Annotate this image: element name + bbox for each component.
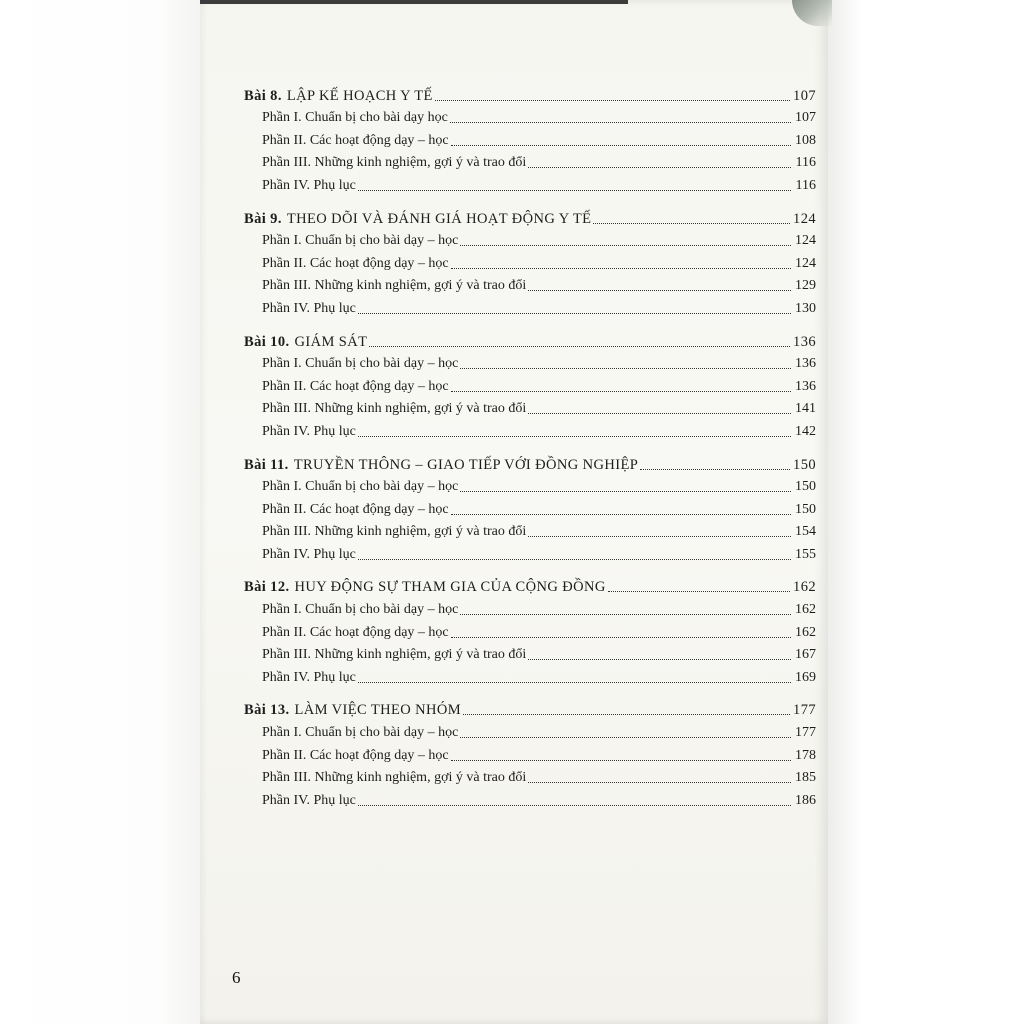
toc-part-row [244,396,816,419]
part-label: Phần IV. Phụ lục [262,423,356,439]
part-label: Phần III. Những kinh nghiệm, gợi ý và trao đổi [262,647,527,663]
dot-leader [358,436,791,437]
part-page: 186 [795,792,816,808]
toc-entry [244,574,816,687]
part-page: 141 [795,401,816,417]
part-label: Phần I. Chuẩn bị cho bài dạy học [262,110,448,126]
part-page: 154 [795,524,816,540]
toc-part-row [244,105,816,128]
dot-leader [358,313,791,314]
toc-lesson-row [244,574,816,597]
dot-leader [451,514,791,515]
dot-leader [460,614,791,615]
lesson-number: Bài 10. [244,333,290,350]
part-page: 162 [795,602,816,618]
toc-part-row [244,228,816,251]
dot-leader [451,391,791,392]
part-label: Phần II. Các hoạt động dạy – học [262,255,449,271]
toc-part-row [244,150,816,173]
toc-part-row [244,250,816,273]
lesson-page: 136 [793,333,816,350]
lesson-number: Bài 9. [244,210,282,227]
toc-entry [244,451,816,564]
lesson-number: Bài 12. [244,579,290,596]
toc-part-row [244,295,816,318]
toc-part-row [244,742,816,765]
dot-leader [435,100,790,101]
part-label: Phần III. Những kinh nghiệm, gợi ý và trao đổi [262,524,527,540]
toc-lesson-row [244,82,816,105]
part-label: Phần III. Những kinh nghiệm, gợi ý và trao đổi [262,278,527,294]
toc-part-row [244,642,816,665]
part-page: 155 [795,546,816,562]
part-label: Phần II. Các hoạt động dạy – học [262,624,449,640]
part-label: Phần II. Các hoạt động dạy – học [262,132,449,148]
part-page: 129 [795,278,816,294]
toc-lesson-row [244,328,816,351]
part-label: Phần I. Chuẩn bị cho bài dạy – học [262,479,459,495]
dot-leader [451,145,791,146]
toc-part-row [244,273,816,296]
part-label: Phần II. Các hoạt động dạy – học [262,747,449,763]
dot-leader [369,346,790,347]
toc-part-row [244,765,816,788]
part-page: 136 [795,356,816,372]
dot-leader [450,122,791,123]
table-of-contents [244,82,816,820]
part-page: 167 [795,647,816,663]
part-label: Phần IV. Phụ lục [262,177,356,193]
lesson-title: THEO DÕI VÀ ĐÁNH GIÁ HOẠT ĐỘNG Y TẾ [286,210,592,227]
toc-part-row [244,418,816,441]
lesson-title: LÀM VIỆC THEO NHÓM [294,702,462,719]
toc-part-row [244,519,816,542]
lesson-page: 150 [793,456,816,473]
dot-leader [460,737,791,738]
dot-leader [593,223,790,224]
part-label: Phần IV. Phụ lục [262,546,356,562]
toc-part-row [244,127,816,150]
toc-part-row [244,172,816,195]
lesson-page: 162 [793,579,816,596]
part-label: Phần II. Các hoạt động dạy – học [262,501,449,517]
dot-leader [528,413,791,414]
dot-leader [528,782,791,783]
page-top-edge [200,0,628,4]
lesson-title: HUY ĐỘNG SỰ THAM GIA CỦA CỘNG ĐỒNG [294,579,606,596]
lesson-title: LẬP KẾ HOẠCH Y TẾ [286,87,433,104]
part-page: 116 [795,177,816,193]
part-page: 116 [795,155,816,171]
part-page: 136 [795,378,816,394]
part-page: 169 [795,669,816,685]
dot-leader [358,805,791,806]
part-page: 177 [795,725,816,741]
lesson-page: 177 [793,702,816,719]
part-label: Phần I. Chuẩn bị cho bài dạy – học [262,725,459,741]
part-page: 150 [795,479,816,495]
part-page: 185 [795,770,816,786]
toc-part-row [244,496,816,519]
toc-lesson-row [244,205,816,228]
lesson-page: 124 [793,210,816,227]
part-label: Phần III. Những kinh nghiệm, gợi ý và trao đổi [262,770,527,786]
dot-leader [358,559,791,560]
part-label: Phần IV. Phụ lục [262,792,356,808]
part-label: Phần III. Những kinh nghiệm, gợi ý và trao đổi [262,401,527,417]
dot-leader [358,190,791,191]
part-page: 142 [795,423,816,439]
toc-entry [244,82,816,195]
lesson-number: Bài 13. [244,702,290,719]
right-background [822,0,1024,1024]
toc-lesson-row [244,697,816,720]
part-page: 178 [795,747,816,763]
left-background [0,0,200,1024]
toc-part-row [244,373,816,396]
toc-part-row [244,596,816,619]
toc-entry [244,205,816,318]
dot-leader [358,682,791,683]
part-label: Phần IV. Phụ lục [262,300,356,316]
toc-part-row [244,787,816,810]
toc-part-row [244,664,816,687]
dot-leader [640,469,790,470]
toc-entry [244,328,816,441]
toc-part-row [244,619,816,642]
toc-entry [244,697,816,810]
dot-leader [451,760,791,761]
part-label: Phần I. Chuẩn bị cho bài dạy – học [262,602,459,618]
toc-lesson-row [244,451,816,474]
part-page: 108 [795,132,816,148]
toc-part-row [244,351,816,374]
dot-leader [528,167,791,168]
page-number: 6 [232,968,241,987]
dot-leader [460,491,791,492]
dot-leader [528,536,791,537]
toc-part-row [244,474,816,497]
part-page: 130 [795,300,816,316]
lesson-page: 107 [793,87,816,104]
part-label: Phần II. Các hoạt động dạy – học [262,378,449,394]
part-label: Phần IV. Phụ lục [262,669,356,685]
part-page: 162 [795,624,816,640]
dot-leader [460,245,791,246]
part-label: Phần III. Những kinh nghiệm, gợi ý và trao đổi [262,155,527,171]
part-page: 107 [795,110,816,126]
lesson-title: TRUYỀN THÔNG – GIAO TIẾP VỚI ĐỒNG NGHIỆP [293,456,639,473]
dot-leader [463,714,790,715]
lesson-number: Bài 8. [244,87,282,104]
part-page: 124 [795,233,816,249]
part-page: 124 [795,255,816,271]
toc-part-row [244,719,816,742]
part-page: 150 [795,501,816,517]
part-label: Phần I. Chuẩn bị cho bài dạy – học [262,233,459,249]
part-label: Phần I. Chuẩn bị cho bài dạy – học [262,356,459,372]
lesson-title: GIÁM SÁT [294,333,368,350]
toc-part-row [244,541,816,564]
dot-leader [528,290,791,291]
dot-leader [460,368,791,369]
dot-leader [451,637,791,638]
dot-leader [608,591,790,592]
dot-leader [451,268,791,269]
dot-leader [528,659,791,660]
lesson-number: Bài 11. [244,456,289,473]
